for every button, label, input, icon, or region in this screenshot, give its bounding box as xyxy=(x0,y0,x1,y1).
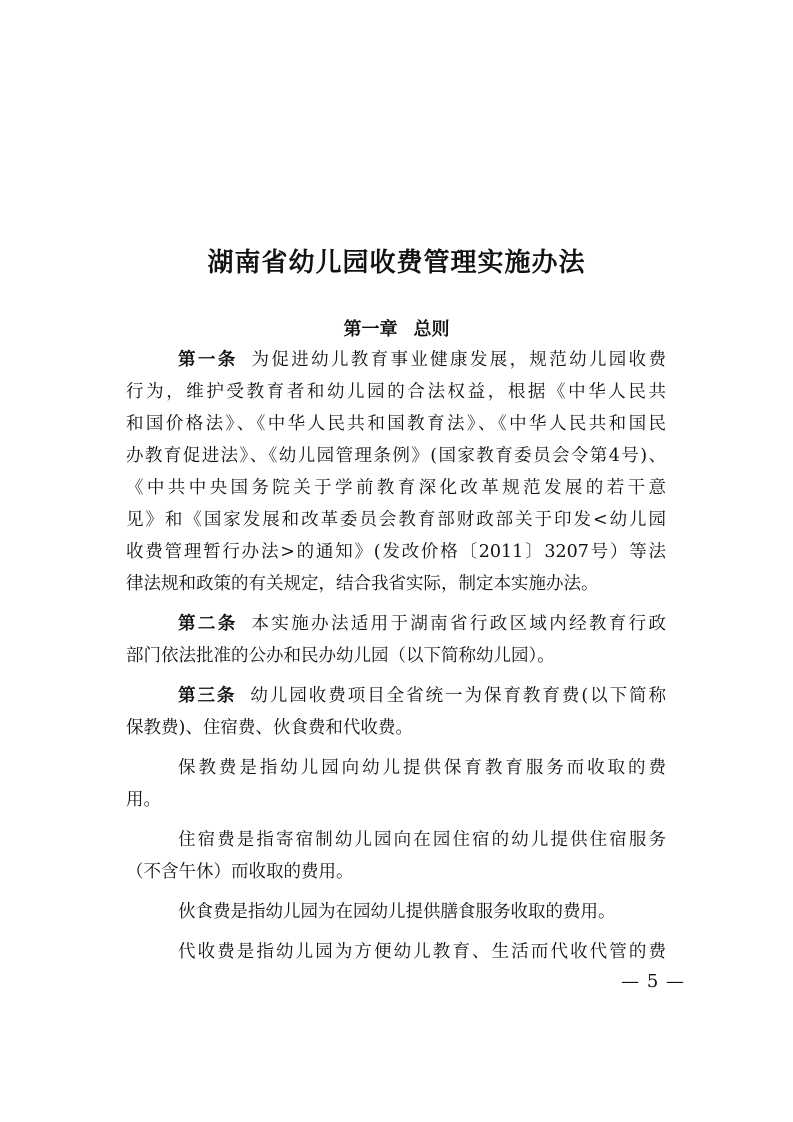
paragraph-accommodation-fee xyxy=(126,824,666,888)
chapter-name: 总则 xyxy=(413,319,450,340)
paragraph-line: （不含午休）而收取的费用。 xyxy=(126,862,354,882)
article-line: 见》和《国家发展和改革委员会教育部财政部关于印发<幼儿园 xyxy=(126,510,666,530)
paragraph-line: 代收费是指幼儿园为方便幼儿教育、生活而代收代管的费 xyxy=(178,942,666,962)
chapter-heading xyxy=(0,316,793,344)
document-body xyxy=(126,344,666,968)
article-line: 保教费)、住宿费、伙食费和代收费。 xyxy=(126,718,413,738)
document-title: 湖南省幼儿园收费管理实施办法 xyxy=(207,248,586,278)
article-2 xyxy=(126,608,666,672)
article-line: 第三条 幼儿园收费项目全省统一为保育教育费(以下简称 xyxy=(178,686,666,706)
paragraph-tuition-fee xyxy=(126,752,666,816)
paragraph-collection-fee xyxy=(126,936,666,968)
chapter-number: 第一章 xyxy=(343,319,398,340)
article-line: 行为，维护受教育者和幼儿园的合法权益，根据《中华人民共 xyxy=(126,382,666,402)
article-3 xyxy=(126,680,666,744)
paragraph-line: 保教费是指幼儿园向幼儿提供保育教育服务而收取的费 xyxy=(178,758,666,778)
article-line: 第二条 本实施办法适用于湖南省行政区域内经教育行政 xyxy=(178,614,666,634)
article-line: 办教育促进法》、《幼儿园管理条例》(国家教育委员会令第4号)、 xyxy=(126,446,666,466)
article-line: 《中共中央国务院关于学前教育深化改革规范发展的若干意 xyxy=(126,478,666,498)
article-line: 和国价格法》、《中华人民共和国教育法》、《中华人民共和国民 xyxy=(126,414,666,434)
page-number: — 5 — xyxy=(621,971,685,992)
article-line: 部门依法批准的公办和民办幼儿园（以下简称幼儿园）。 xyxy=(126,646,555,666)
article-line: 律法规和政策的有关规定，结合我省实际，制定本实施办法。 xyxy=(126,574,599,594)
paragraph-line: 用。 xyxy=(126,790,161,810)
paragraph-meal-fee xyxy=(126,896,666,928)
article-1 xyxy=(126,344,666,600)
paragraph-line: 伙食费是指幼儿园为在园幼儿提供膳食服务收取的费用。 xyxy=(178,902,616,922)
article-number: 第二条 xyxy=(178,614,238,634)
paragraph-line: 住宿费是指寄宿制幼儿园向在园住宿的幼儿提供住宿服务 xyxy=(178,830,666,850)
article-line: 第一条 为促进幼儿教育事业健康发展，规范幼儿园收费 xyxy=(178,350,666,370)
article-line: 收费管理暂行办法>的通知》(发改价格〔2011〕3207号）等法 xyxy=(126,542,666,562)
article-number: 第一条 xyxy=(178,350,238,370)
article-number: 第三条 xyxy=(178,686,237,706)
